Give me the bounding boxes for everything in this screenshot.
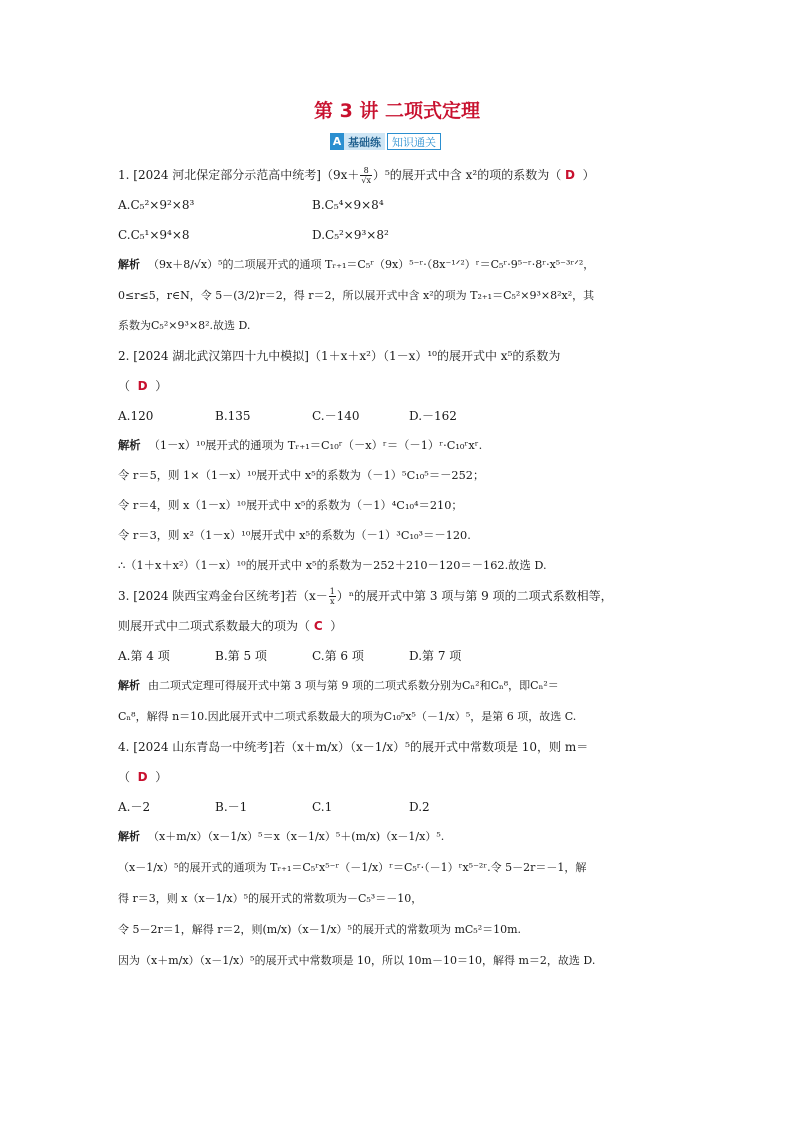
q2-open: （ (118, 379, 131, 393)
q2-option-c: C.－140 (312, 409, 360, 423)
q4-option-c: C.1 (312, 800, 333, 814)
q1-stem (118, 160, 674, 190)
q3-option-c: C.第 6 项 (312, 649, 364, 663)
q4-open: （ (118, 770, 131, 784)
q1-frac-den: √x (361, 176, 371, 185)
q4-solution-line5: 因为（x＋m/x）（x－1/x）⁵的展开式中常数项是 10，所以 10m－10＝10，解得 m＝2，故选 D. (118, 954, 596, 967)
q3-stem-line2 (118, 611, 674, 641)
q1-solution-label: 解析 (118, 258, 140, 271)
q4-source: 4. [2024 山东青岛一中统考] (118, 740, 273, 754)
q2-answer: D (137, 379, 148, 393)
q2-solution-line3: 令 r＝4，则 x（1－x）¹⁰展开式中 x⁵的系数为（－1）⁴C₁₀⁴＝210； (118, 499, 463, 512)
page-title: 第 3 讲 二项式定理 (313, 100, 481, 122)
q2-sol1: （1－x）¹⁰展开式的通项为 Tᵣ₊₁＝C₁₀ʳ（－x）ʳ＝（－1）ʳ·C₁₀ʳxʳ. (148, 439, 483, 452)
q2-answer-line (118, 371, 674, 401)
badge-sub-label: 知识通关 (387, 133, 441, 150)
q3-fraction (329, 587, 336, 606)
q1-solution-line2: 0≤r≤5，r∈N，令 5－(3/2)r＝2，得 r＝2，所以展开式中含 x²的项为 T₂₊₁＝C₅²×9³×8²x²，其 (118, 289, 595, 302)
q2-solution-line5: ∴（1＋x＋x²）（1－x）¹⁰的展开式中 x⁵的系数为－252＋210－120＝－162.故选 D. (118, 559, 547, 572)
q2-option-d: D.－162 (409, 409, 457, 423)
q4-answer-line (118, 762, 674, 792)
section-badge (330, 133, 441, 150)
q2-source: 2. [2024 湖北武汉第四十九中模拟] (118, 349, 309, 363)
q3-option-a: A.第 4 项 (118, 649, 170, 663)
q1-stem-b: ）⁵的展开式中含 x²的项的系数为（ (373, 168, 562, 182)
q3-solution-line2: Cₙ⁸，解得 n＝10.因此展开式中二项式系数最大的项为C₁₀⁵x⁵（－1/x）⁵，是第 6 项，故选 C. (118, 710, 577, 723)
q1-solution-line1 (118, 250, 674, 281)
q4-solution-line1 (118, 822, 674, 853)
q4-answer: D (137, 770, 148, 784)
q4-stem-text: 若（x＋m/x）（x－1/x）⁵的展开式中常数项是 10，则 m＝ (272, 740, 589, 754)
q4-solution-line3: 得 r＝3，则 x（x－1/x）⁵的展开式的常数项为－C₅³＝－10， (118, 892, 423, 905)
q1-solution-line3: 系数为C₅²×9³×8².故选 D. (118, 319, 251, 332)
q3-option-b: B.第 5 项 (215, 649, 267, 663)
q3-frac-num: 1 (329, 587, 335, 596)
q1-stem-a: （9x＋ (320, 168, 360, 182)
q1-options-row2 (118, 220, 674, 250)
badge-letter: A (330, 133, 344, 150)
q2-option-a: A.120 (118, 409, 154, 423)
q1-option-a: A.C₅²×9²×8³ (118, 198, 195, 212)
q1-sol1: （9x＋8/√x）⁵的二项展开式的通项 Tᵣ₊₁＝C₅ʳ（9x）⁵⁻ʳ·（8x⁻¹ᐟ²）ʳ＝C₅ʳ·9⁵⁻ʳ·8ʳ·x⁵⁻³ʳᐟ²， (148, 258, 595, 271)
q4-option-d: D.2 (409, 800, 430, 814)
q3-solution-line1 (118, 671, 674, 702)
q1-frac-num: 8 (360, 166, 372, 176)
q3-source: 3. [2024 陕西宝鸡金台区统考] (118, 589, 285, 603)
q3-frac-den: x (330, 597, 335, 606)
q2-stem (118, 341, 674, 371)
q1-option-c: C.C₅¹×9⁴×8 (118, 228, 190, 242)
q1-option-b: B.C₅⁴×9×8⁴ (312, 198, 384, 212)
q4-solution-label: 解析 (118, 830, 140, 843)
q1-options-row1 (118, 190, 674, 220)
q4-solution-line2: （x－1/x）⁵的展开式的通项为 Tᵣ₊₁＝C₅ʳx⁵⁻ʳ（－1/x）ʳ＝C₅ʳ·（－1）ʳx⁵⁻²ʳ.令 5－2r＝－1，解 (118, 861, 587, 874)
q2-solution-line2: 令 r＝5，则 1×（1－x）¹⁰展开式中 x⁵的系数为（－1）⁵C₁₀⁵＝－252； (118, 469, 485, 482)
badge-main-label: 基础练 (344, 133, 385, 150)
q3-options (118, 641, 674, 671)
q3-close: ） (330, 619, 343, 633)
q3-sol1: 由二项式定理可得展开式中第 3 项与第 9 项的二项式系数分别为Cₙ²和Cₙ⁸，即Cₙ²＝ (148, 679, 559, 692)
q1-option-d: D.C₅²×9³×8² (312, 228, 389, 242)
q2-close: ） (155, 379, 168, 393)
q4-options (118, 792, 674, 822)
q4-close: ） (155, 770, 168, 784)
q2-option-b: B.135 (215, 409, 251, 423)
q2-solution-label: 解析 (118, 439, 141, 452)
q2-stem-text: （1＋x＋x²）（1－x）¹⁰的展开式中 x⁵的系数为 (308, 349, 561, 363)
q4-solution-line4: 令 5－2r＝1，解得 r＝2，则(m/x)（x－1/x）⁵的展开式的常数项为 mC₅²＝10m. (118, 923, 522, 936)
q1-close: ） (582, 168, 595, 182)
q3-solution-label: 解析 (118, 679, 140, 692)
q2-options (118, 401, 674, 431)
q1-source: 1. [2024 河北保定部分示范高中统考] (118, 168, 321, 182)
q1-answer: D (565, 168, 576, 182)
q3-stem-a: 若（x－ (284, 589, 328, 603)
q3-answer: C (313, 619, 323, 633)
q2-solution-line4: 令 r＝3，则 x²（1－x）¹⁰展开式中 x⁵的系数为（－1）³C₁₀³＝－120. (118, 529, 471, 542)
q1-fraction (360, 166, 372, 185)
q4-option-b: B.－1 (215, 800, 248, 814)
q2-solution-line1 (118, 431, 674, 461)
q4-option-a: A.－2 (118, 800, 151, 814)
q4-sol1: （x＋m/x）（x－1/x）⁵＝x（x－1/x）⁵＋(m/x)（x－1/x）⁵. (148, 830, 445, 843)
q3-line2: 则展开式中二项式系数最大的项为（ (118, 619, 311, 633)
content-area (118, 160, 674, 977)
q3-option-d: D.第 7 项 (409, 649, 462, 663)
q3-stem-b: ）ⁿ的展开式中第 3 项与第 9 项的二项式系数相等， (336, 589, 613, 603)
q4-stem (118, 732, 674, 762)
q3-stem (118, 581, 674, 611)
